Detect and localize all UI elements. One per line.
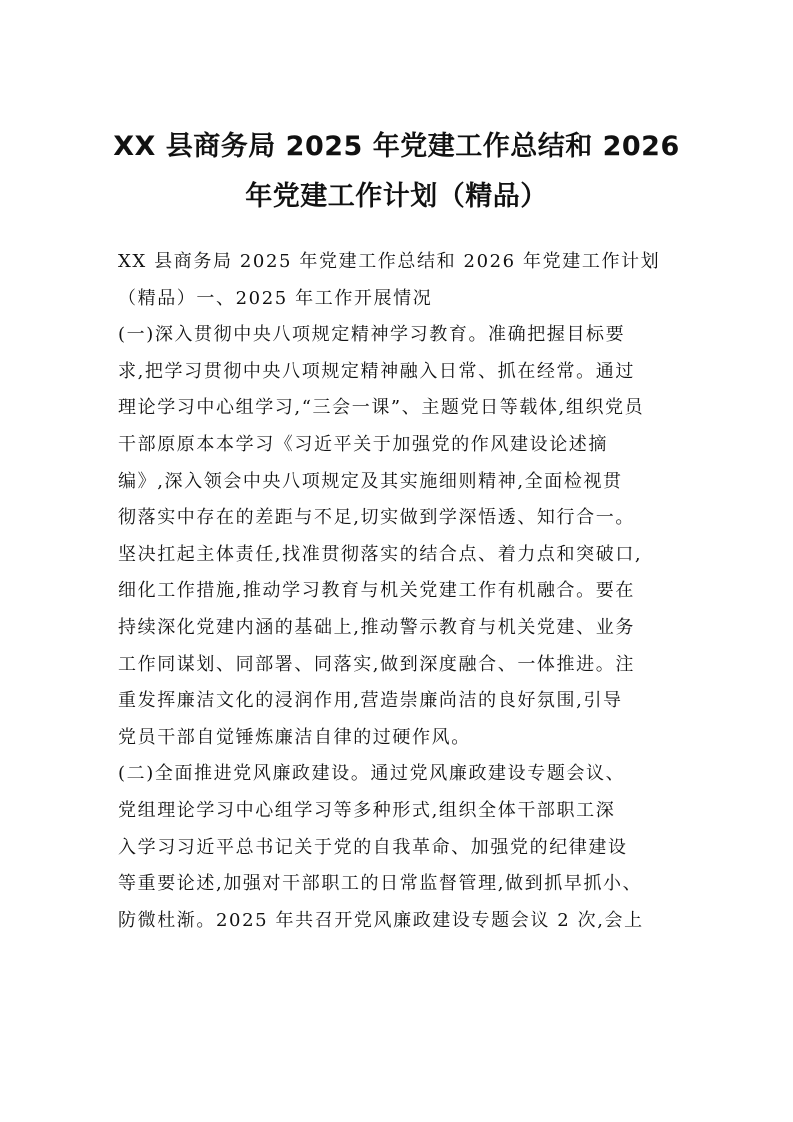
title-line-2: 年党建工作计划（精品）: [245, 181, 548, 212]
document-body: [118, 244, 684, 939]
body-line: 等重要论述,加强对干部职工的日常监督管理,做到抓早抓小、: [118, 873, 643, 895]
title-line-1: XX 县商务局 2025 年党建工作总结和 2026: [113, 131, 680, 162]
body-line: 彻落实中存在的差距与不足,切实做到学深悟透、知行合一。: [118, 507, 635, 529]
body-line: 工作同谋划、同部署、同落实,做到深度融合、一体推进。注: [118, 653, 635, 675]
body-line: (一)深入贯彻中央八项规定精神学习教育。准确把握目标要: [118, 324, 626, 346]
body-line: 重发挥廉洁文化的浸润作用,营造崇廉尚洁的良好氛围,引导: [118, 690, 623, 712]
body-line: 求,把学习贯彻中央八项规定精神融入日常、抓在经常。通过: [118, 360, 635, 382]
body-line: 理论学习中心组学习,“三会一课”、主题党日等载体,组织党员: [118, 397, 645, 419]
body-line: （精品）一、2025 年工作开展情况: [118, 287, 433, 309]
body-line: 入学习习近平总书记关于党的自我革命、加强党的纪律建设: [118, 836, 628, 858]
body-line: 编》,深入领会中央八项规定及其实施细则精神,全面检视贯: [118, 470, 623, 492]
body-line: 坚决扛起主体责任,找准贯彻落实的结合点、着力点和突破口,: [118, 543, 643, 565]
body-line: 持续深化党建内涵的基础上,推动警示教育与机关党建、业务: [118, 616, 635, 638]
body-line: 细化工作措施,推动学习教育与机关党建工作有机融合。要在: [118, 580, 635, 602]
body-line: (二)全面推进党风廉政建设。通过党风廉政建设专题会议、: [118, 763, 626, 785]
body-line: 党员干部自觉锤炼廉洁自律的过硬作风。: [118, 726, 471, 748]
body-line: 干部原原本本学习《习近平关于加强党的作风建设论述摘: [118, 433, 608, 455]
body-line: 党组理论学习中心组学习等多种形式,组织全体干部职工深: [118, 799, 616, 821]
document-title: [110, 122, 683, 222]
body-line: XX 县商务局 2025 年党建工作总结和 2026 年党建工作计划: [118, 251, 661, 272]
body-line: 防微杜渐。2025 年共召开党风廉政建设专题会议 2 次,会上: [118, 909, 644, 931]
